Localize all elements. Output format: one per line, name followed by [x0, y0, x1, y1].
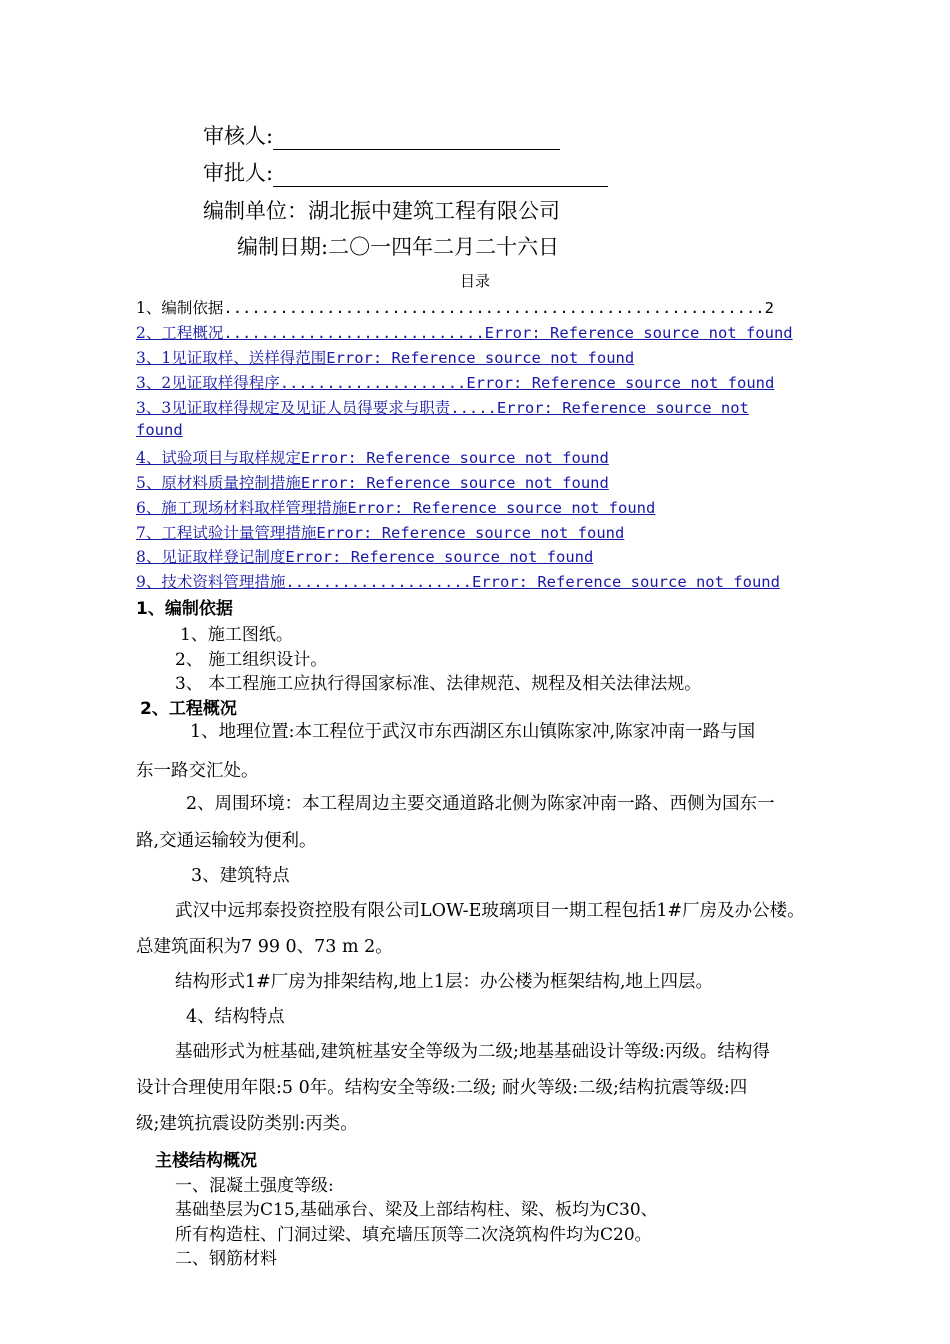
toc-entry-3-3[interactable]: 3、3见证取样得规定及见证人员得要求与职责.....Error: Reference source not	[136, 399, 749, 417]
concrete-grade-label: 一、混凝土强度等级:	[175, 1176, 334, 1196]
structure-features-line-3: 级;建筑抗震设防类别:丙类。	[136, 1114, 358, 1134]
compiling-date: 编制日期:二〇一四年二月二十六日	[237, 235, 560, 259]
approver-line	[203, 157, 608, 187]
structure-features-subheading: 4、结构特点	[186, 1007, 285, 1027]
toc-entry-3-3-wrap[interactable]: found	[136, 421, 183, 439]
location-paragraph-line-1: 1、地理位置:本工程位于武汉市东西湖区东山镇陈家冲,陈家冲南一路与国	[190, 722, 756, 742]
location-paragraph-line-2: 东一路交汇处。	[136, 761, 259, 781]
reviewer-label: 审核人:	[203, 124, 274, 148]
building-features-line-2: 总建筑面积为7 99 0、73 m 2。	[136, 937, 393, 957]
toc-entry-8[interactable]: 8、见证取样登记制度Error: Reference source not found	[136, 548, 594, 566]
section-2-heading: 2、工程概况	[140, 699, 237, 719]
concrete-grade-line-1: 基础垫层为C15,基础承台、梁及上部结构柱、梁、板均为C30、	[175, 1200, 658, 1220]
section-1-item-3: 3、 本工程施工应执行得国家标准、法律规范、规程及相关法律法规。	[175, 674, 702, 694]
rebar-material-label: 二、钢筋材料	[175, 1249, 277, 1269]
main-building-heading: 主楼结构概况	[155, 1151, 257, 1171]
structure-features-line-1: 基础形式为桩基础,建筑桩基安全等级为二级;地基基础设计等级:丙级。结构得	[175, 1042, 770, 1062]
structure-features-line-2: 设计合理使用年限:5 0年。结构安全等级:二级; 耐火等级:二级;结构抗震等级:四	[136, 1078, 748, 1098]
section-1-heading: 1、编制依据	[136, 599, 233, 619]
reviewer-blank	[273, 127, 560, 150]
toc-title: 目录	[459, 272, 490, 290]
structure-form-line: 结构形式1#厂房为排架结构,地上1层：办公楼为框架结构,地上四层。	[175, 972, 714, 992]
building-features-subheading: 3、建筑特点	[191, 866, 290, 886]
environment-paragraph-line-1: 2、周围环境：本工程周边主要交通道路北侧为陈家冲南一路、西侧为国东一	[186, 794, 775, 814]
compiling-unit: 编制单位：湖北振中建筑工程有限公司	[203, 199, 560, 223]
toc-entry-3-1[interactable]: 3、1见证取样、送样得范围Error: Reference source not found	[136, 349, 635, 367]
section-1-item-2: 2、 施工组织设计。	[175, 650, 328, 670]
toc-entry-9[interactable]: 9、技术资料管理措施....................Error: Reference source not found	[136, 573, 780, 591]
approver-label: 审批人:	[203, 161, 274, 185]
toc-entry-6[interactable]: 6、施工现场材料取样管理措施Error: Reference source not found	[136, 499, 656, 517]
toc-entry-3-2[interactable]: 3、2见证取样得程序....................Error: Reference source not found	[136, 374, 775, 392]
toc-entry-7[interactable]: 7、工程试验计量管理措施Error: Reference source not found	[136, 524, 625, 542]
toc-entry-4[interactable]: 4、试验项目与取样规定Error: Reference source not found	[136, 449, 609, 467]
approver-blank	[273, 164, 608, 187]
toc-entry-2[interactable]: 2、工程概况............................Error: Reference source not found	[136, 324, 793, 342]
concrete-grade-line-2: 所有构造柱、门洞过梁、填充墙压顶等二次浇筑构件均为C20。	[175, 1225, 652, 1245]
reviewer-line	[203, 120, 560, 150]
building-features-line-1: 武汉中远邦泰投资控股有限公司LOW-E玻璃项目一期工程包括1#厂房及办公楼。	[175, 901, 805, 921]
toc-entry-1[interactable]: 1、编制依据..........................................................2	[136, 299, 774, 317]
section-1-item-1: 1、施工图纸。	[180, 625, 293, 645]
toc-entry-5[interactable]: 5、原材料质量控制措施Error: Reference source not found	[136, 474, 609, 492]
environment-paragraph-line-2: 路,交通运输较为便利。	[136, 831, 317, 851]
